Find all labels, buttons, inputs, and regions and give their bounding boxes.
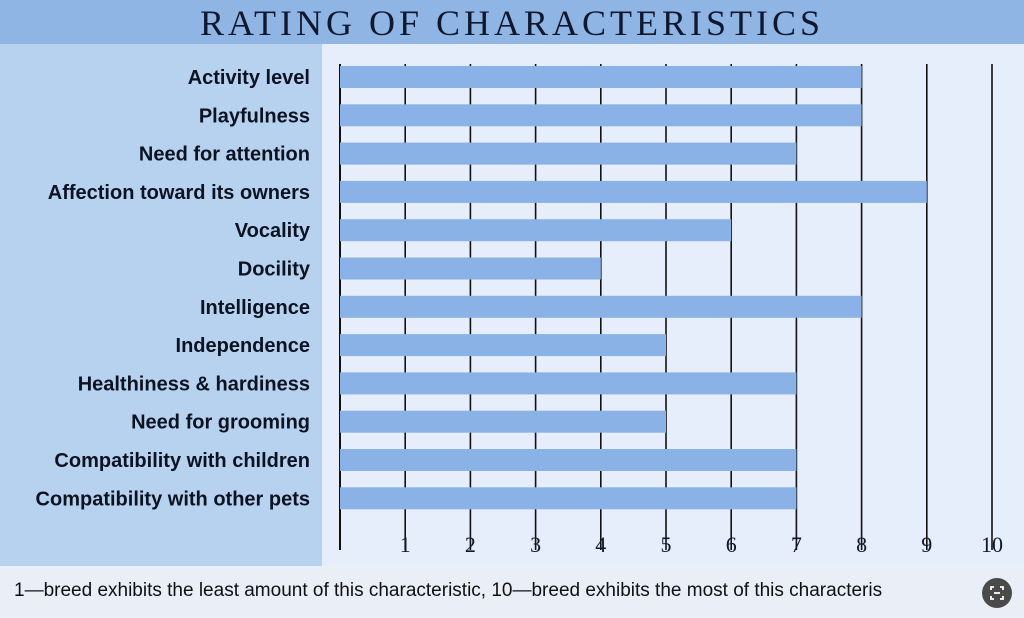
bar [340,258,601,280]
category-label: Compatibility with children [54,450,310,472]
category-label: Compatibility with other pets [35,488,310,511]
category-label: Activity level [187,67,310,89]
x-tick-label: 3 [530,532,542,557]
footnote-bar [0,566,1024,618]
x-tick-labels [400,532,1003,557]
x-tick-label: 6 [725,532,737,557]
x-tick-label: 10 [981,532,1003,557]
bar [340,181,927,203]
x-tick-label: 8 [856,532,868,557]
category-labels [36,67,311,510]
bars [340,66,927,509]
category-label: Need for attention [138,143,310,166]
x-tick-label: 7 [790,532,802,557]
bar [340,334,666,356]
bar [340,143,796,165]
category-label: Healthiness & hardiness [77,373,310,396]
category-label: Need for grooming [131,411,310,434]
x-tick-label: 2 [464,532,476,557]
x-tick-label: 1 [399,532,411,557]
category-label: Playfulness [198,105,310,128]
category-label: Docility [237,258,310,281]
bar [340,487,796,509]
category-label: Affection toward its owners [47,181,310,204]
x-tick-label: 4 [595,532,607,557]
bar [340,372,796,394]
bar [340,66,862,88]
category-label: Intelligence [199,296,310,319]
bar [340,296,862,318]
bar [340,104,862,126]
footnote: 1—breed exhibits the least amount of this characteristic, 10—breed exhibits the most of this characteris [14,580,883,601]
scan-icon[interactable] [982,578,1012,608]
x-tick-label: 9 [921,532,933,557]
x-tick-label: 5 [660,532,672,557]
bar [340,411,666,433]
bar [340,219,731,241]
chart-title: RATING OF CHARACTERISTICS [199,3,825,43]
category-label: Independence [175,335,310,358]
scan-icon-glyph [982,578,1012,608]
category-label: Vocality [234,220,310,243]
bar [340,449,796,471]
